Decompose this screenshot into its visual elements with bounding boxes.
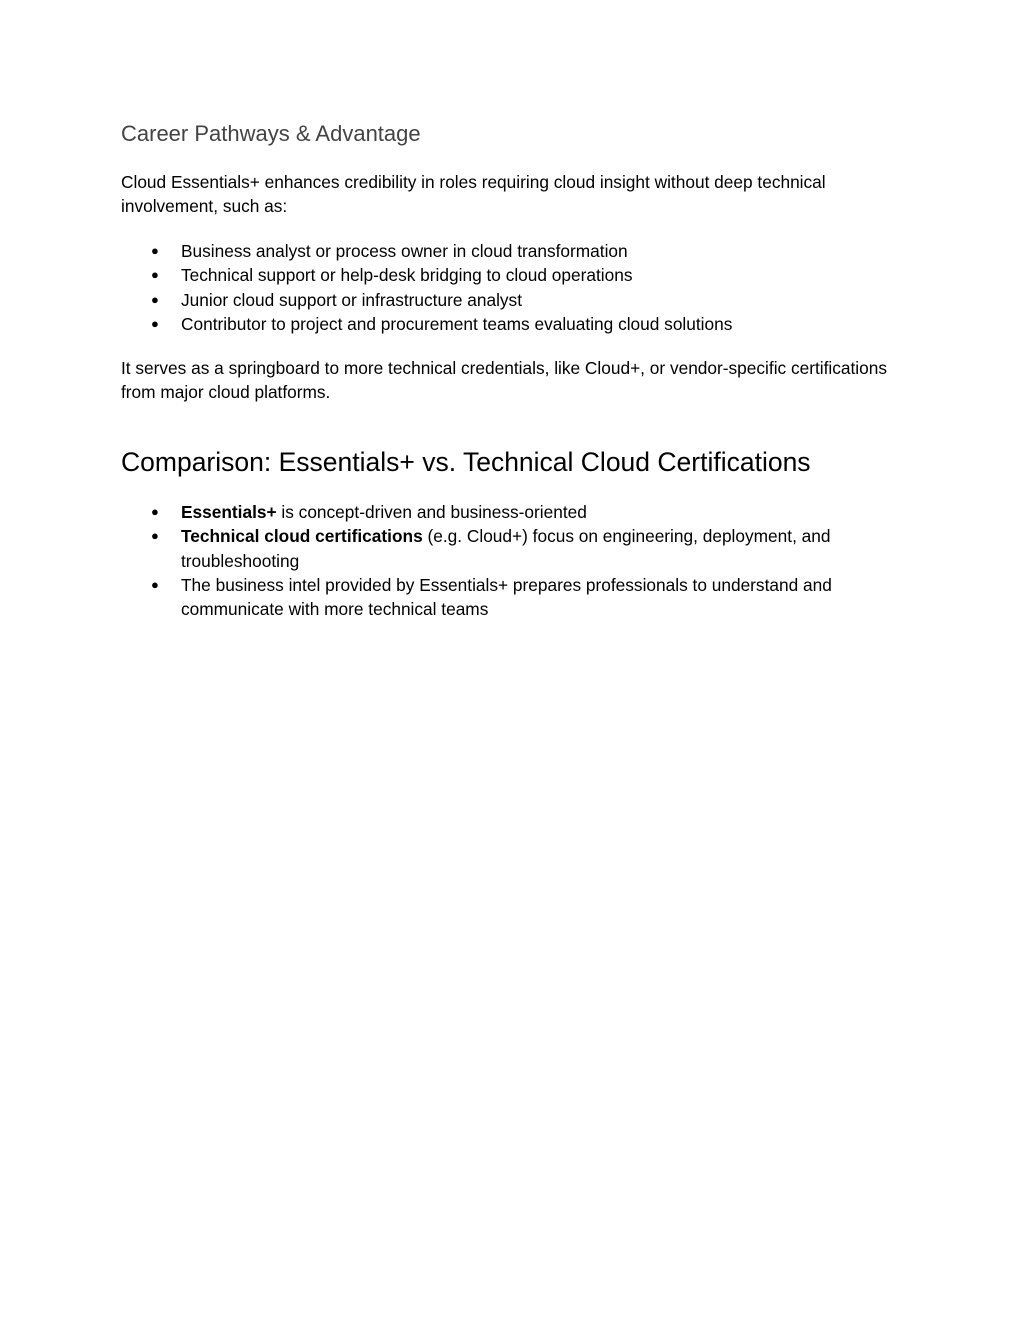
bullet-icon: ● <box>151 291 159 307</box>
section-heading-comparison: Comparison: Essentials+ vs. Technical Cloud Certifications <box>121 447 811 477</box>
bullet-icon: ● <box>151 315 159 331</box>
list-item: ● The business intel provided by Essentials+ prepares professionals to understand and communicate with more technical teams <box>151 574 832 620</box>
bullet-icon: ● <box>151 504 159 519</box>
bold-term: Essentials+ <box>181 502 277 522</box>
section-heading-career-pathways: Career Pathways & Advantage <box>121 121 421 146</box>
bullet-icon: ● <box>151 528 159 544</box>
list-item: ● Technical support or help-desk bridging to cloud operations <box>121 263 904 287</box>
bullet-icon: ● <box>151 576 159 592</box>
list-item: ● Technical cloud certifications (e.g. Cloud+) focus on engineering, deployment, and troubleshooting <box>151 526 831 571</box>
bullet-icon: ● <box>151 243 159 258</box>
roles-list <box>121 239 904 336</box>
list-item: ● Business analyst or process owner in cloud transformation <box>121 239 904 263</box>
list-item: ● Contributor to project and procurement teams evaluating cloud solutions <box>121 312 904 336</box>
career-intro-paragraph: Cloud Essentials+ enhances credibility in roles requiring cloud insight without deep technical involvement, such as: <box>121 172 826 217</box>
list-item: ● Junior cloud support or infrastructure analyst <box>121 288 904 312</box>
comparison-list <box>121 500 904 621</box>
career-closing-paragraph: It serves as a springboard to more technical credentials, like Cloud+, or vendor-specific certifications from major cloud platforms. <box>121 358 888 403</box>
bullet-icon: ● <box>151 267 159 283</box>
list-item: ● Essentials+ is concept-driven and business-oriented <box>121 500 904 524</box>
bold-term: Technical cloud certifications <box>181 526 423 547</box>
